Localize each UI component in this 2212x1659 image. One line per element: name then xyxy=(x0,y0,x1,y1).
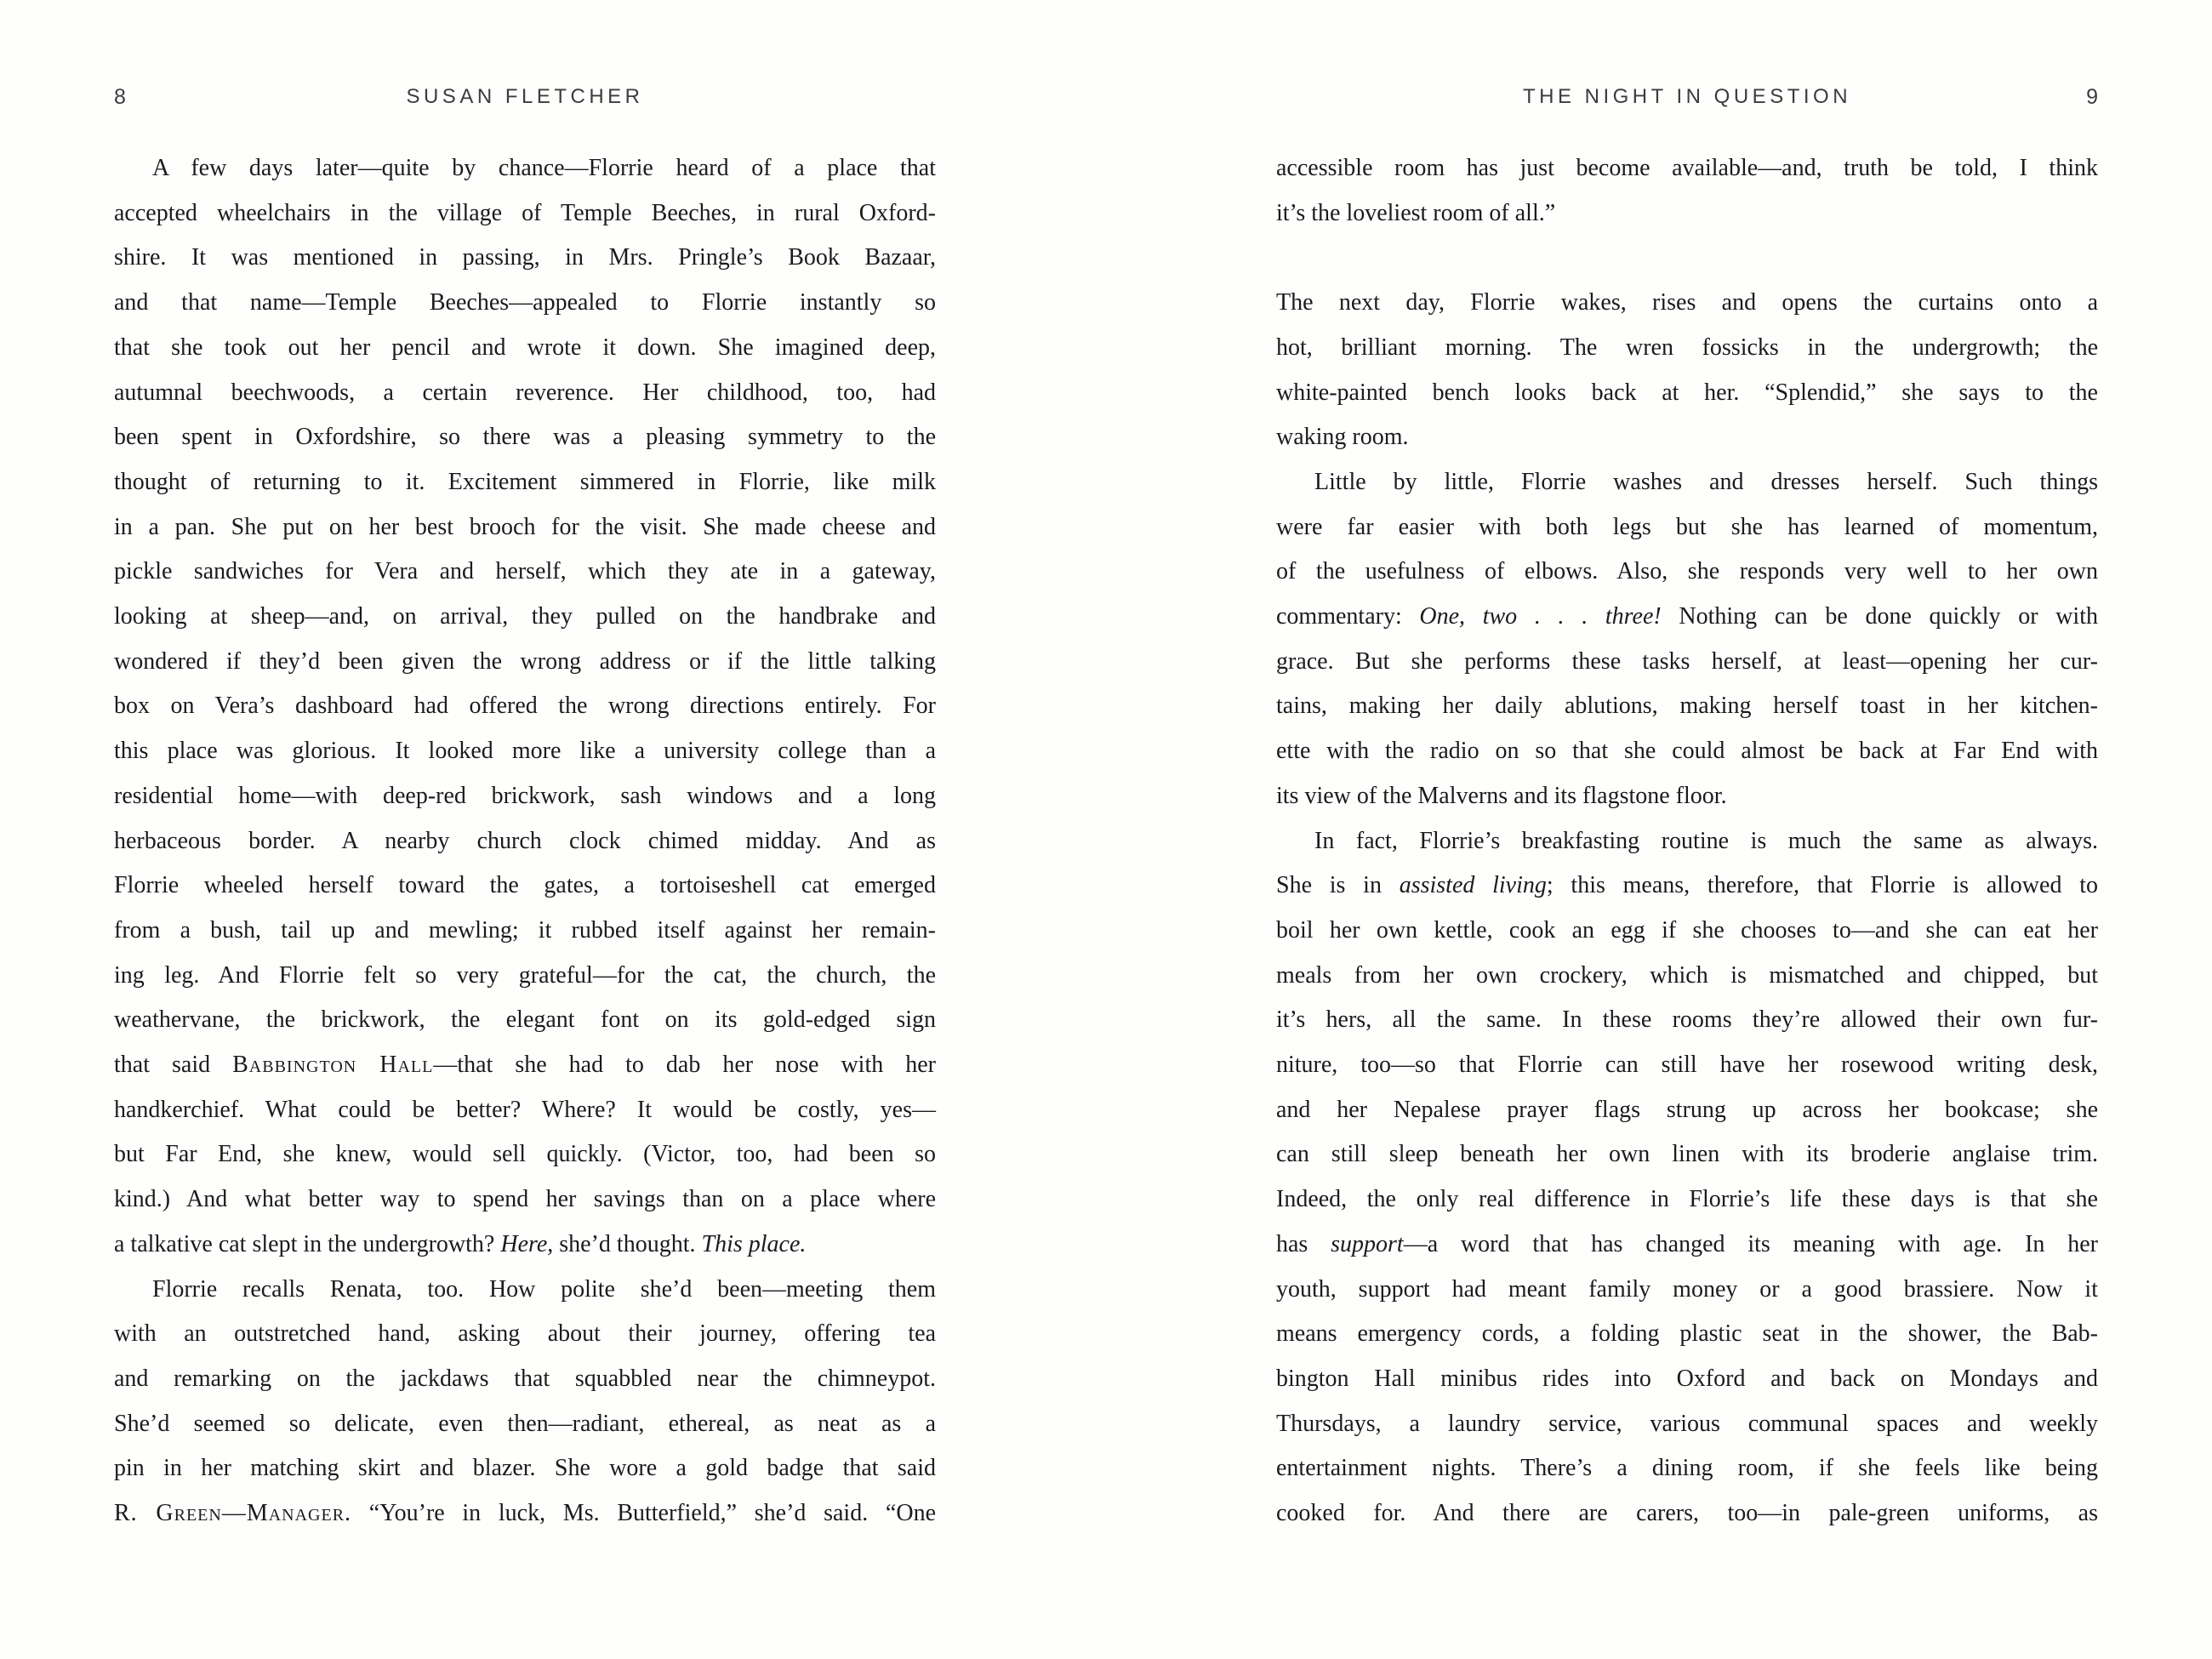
text-line: and remarking on the jackdaws that squabbled near the chimneypot. xyxy=(114,1365,936,1392)
paragraph xyxy=(1276,281,2098,460)
text-line: meals from her own crockery, which is mismatched and chipped, but xyxy=(1276,961,2098,989)
running-title-left: SUSAN FLETCHER xyxy=(406,85,644,108)
text-line: and that name—Temple Beeches—appealed to Florrie instantly so xyxy=(114,289,936,316)
text-line: it’s the loveliest room of all.” xyxy=(1276,199,1556,226)
text-line: hot, brilliant morning. The wren fossicks in the undergrowth; the xyxy=(1276,334,2098,361)
paragraph xyxy=(114,146,936,1268)
text-line: looking at sheep—and, on arrival, they pulled on the handbrake and xyxy=(114,603,936,630)
text-line: Thursdays, a laundry service, various communal spaces and weekly xyxy=(1276,1410,2098,1437)
text-line: grace. But she performs these tasks herself, at least—opening her cur- xyxy=(1276,647,2098,675)
text-line: commentary: One, two . . . three! Nothing can be done quickly or with xyxy=(1276,603,2098,630)
text-line: of the usefulness of elbows. Also, she responds very well to her own xyxy=(1276,558,2098,585)
text-line: The next day, Florrie wakes, rises and opens the curtains onto a xyxy=(1276,289,2098,316)
text-line: bington Hall minibus rides into Oxford and back on Mondays and xyxy=(1276,1365,2098,1392)
text-line: box on Vera’s dashboard had offered the wrong directions entirely. For xyxy=(114,693,936,720)
text-line: Little by little, Florrie washes and dresses herself. Such things xyxy=(1314,468,2098,495)
text-line: that she took out her pencil and wrote it down. She imagined deep, xyxy=(114,334,936,361)
page-left xyxy=(114,0,936,1659)
running-header-left xyxy=(114,85,936,114)
text-line: accessible room has just become available—and, truth be told, I think xyxy=(1276,155,2098,181)
page-number-right: 9 xyxy=(2086,85,2098,109)
text-line: has support—a word that has changed its meaning with age. In her xyxy=(1276,1230,2098,1257)
text-line: that said Babbington Hall—that she had to dab her nose with her xyxy=(114,1052,936,1079)
paragraph xyxy=(1276,819,2098,1536)
text-line: thought of returning to it. Excitement simmered in Florrie, like milk xyxy=(114,468,936,495)
text-line: been spent in Oxfordshire, so there was a pleasing symmetry to the xyxy=(114,424,936,451)
text-line: waking room. xyxy=(1276,424,1409,451)
text-line: white-painted bench looks back at her. “Splendid,” she says to the xyxy=(1276,379,2098,406)
text-line: means emergency cords, a folding plastic seat in the shower, the Bab- xyxy=(1276,1320,2098,1348)
text-line: cooked for. And there are carers, too—in pale-green uniforms, as xyxy=(1276,1500,2098,1527)
small-caps-text: R. Green—Manager. xyxy=(114,1500,352,1527)
text-line: can still sleep beneath her own linen with its broderie anglaise trim. xyxy=(1276,1141,2098,1168)
text-line: Florrie recalls Renata, too. How polite she’d been—meeting them xyxy=(152,1275,936,1303)
running-header-right xyxy=(1276,85,2098,114)
text-line: and her Nepalese prayer flags strung up across her bookcase; she xyxy=(1276,1096,2098,1123)
text-line: kind.) And what better way to spend her savings than on a place where xyxy=(114,1186,936,1213)
text-line: entertainment nights. There’s a dining room, if she feels like being xyxy=(1276,1455,2098,1482)
paragraph xyxy=(1276,146,2098,236)
text-line: boil her own kettle, cook an egg if she chooses to—and she can eat her xyxy=(1276,916,2098,944)
text-line: youth, support had meant family money or a good brassiere. Now it xyxy=(1276,1275,2098,1303)
text-line: pickle sandwiches for Vera and herself, which they ate in a gateway, xyxy=(114,558,936,585)
text-line: from a bush, tail up and mewling; it rubbed itself against her remain- xyxy=(114,916,936,944)
text-line: residential home—with deep-red brickwork, sash windows and a long xyxy=(114,782,936,809)
text-line: wondered if they’d been given the wrong address or if the little talking xyxy=(114,647,936,675)
text-line: a talkative cat slept in the undergrowth? Here, she’d thought. This place. xyxy=(114,1230,807,1257)
running-title-right: THE NIGHT IN QUESTION xyxy=(1522,85,1852,108)
text-line: Indeed, the only real difference in Florrie’s life these days is that she xyxy=(1276,1186,2098,1213)
text-line: handkerchief. What could be better? Where? It would be costly, yes— xyxy=(114,1096,936,1123)
text-line: its view of the Malverns and its flagstone floor. xyxy=(1276,782,1727,809)
text-line: She is in assisted living; this means, therefore, that Florrie is allowed to xyxy=(1276,872,2098,899)
small-caps-text: Babbington Hall xyxy=(232,1052,434,1079)
text-line: shire. It was mentioned in passing, in Mrs. Pringle’s Book Bazaar, xyxy=(114,244,936,271)
text-line: niture, too—so that Florrie can still have her rosewood writing desk, xyxy=(1276,1052,2098,1079)
text-line: ette with the radio on so that she could almost be back at Far End with xyxy=(1276,738,2098,765)
text-line: R. Green—Manager. “You’re in luck, Ms. Butterfield,” she’d said. “One xyxy=(114,1500,936,1527)
text-line: it’s hers, all the same. In these rooms they’re allowed their own fur- xyxy=(1276,1006,2098,1034)
text-line: She’d seemed so delicate, even then—radiant, ethereal, as neat as a xyxy=(114,1410,936,1437)
text-line: pin in her matching skirt and blazer. She wore a gold badge that said xyxy=(114,1455,936,1482)
text-line: tains, making her daily ablutions, making herself toast in her kitchen- xyxy=(1276,693,2098,720)
page-number-left: 8 xyxy=(114,85,126,109)
text-line: were far easier with both legs but she has learned of momentum, xyxy=(1276,513,2098,540)
text-line: in a pan. She put on her best brooch for the visit. She made cheese and xyxy=(114,513,936,540)
page-body-right xyxy=(1276,146,2098,1536)
page-body-left xyxy=(114,146,936,1536)
text-line: herbaceous border. A nearby church clock chimed midday. And as xyxy=(114,827,936,854)
text-line: Florrie wheeled herself toward the gates, a tortoiseshell cat emerged xyxy=(114,872,936,899)
text-line: this place was glorious. It looked more like a university college than a xyxy=(114,738,936,765)
page-right xyxy=(1276,0,2098,1659)
text-line: In fact, Florrie’s breakfasting routine is much the same as always. xyxy=(1314,827,2098,854)
paragraph xyxy=(1276,460,2098,819)
text-line: weathervane, the brickwork, the elegant font on its gold-edged sign xyxy=(114,1006,936,1034)
text-line: accepted wheelchairs in the village of Temple Beeches, in rural Oxford- xyxy=(114,199,936,226)
text-line: autumnal beechwoods, a certain reverence. Her childhood, too, had xyxy=(114,379,936,406)
text-line: with an outstretched hand, asking about their journey, offering tea xyxy=(114,1320,936,1348)
text-line: but Far End, she knew, would sell quickly. (Victor, too, had been so xyxy=(114,1141,936,1168)
text-line: A few days later—quite by chance—Florrie heard of a place that xyxy=(152,155,936,181)
paragraph xyxy=(114,1268,936,1536)
text-line: ing leg. And Florrie felt so very grateful—for the cat, the church, the xyxy=(114,961,936,989)
